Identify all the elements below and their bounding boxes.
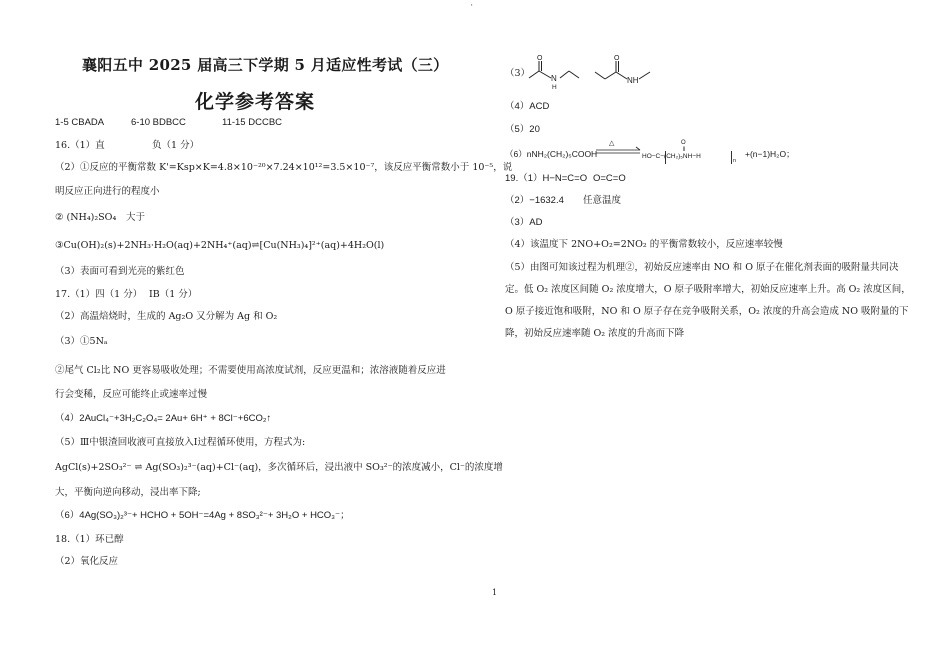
q17-line3: （3）①5Nₐ: [55, 336, 108, 347]
q17-line4: ②尾气 Cl₂比 NO 更容易吸收处理；不需要使用高浓度试剂，反应更温和；浓溶液随着反应进: [55, 365, 446, 376]
q16-line4-b: 大于: [126, 212, 146, 223]
q18-line6-product: +(n−1)H₂O；: [745, 149, 795, 159]
q18-line1: 18.（1）环已醇: [55, 534, 124, 545]
structure-1-hydrogen: H: [552, 84, 557, 91]
q17-line7: （5）Ⅲ中银渣回收液可直接放入Ⅰ过程循环使用，方程式为:: [55, 437, 306, 448]
polymer-double-bond: ‖: [683, 147, 686, 153]
q19-line2-a: （2）−1632.4: [505, 195, 564, 206]
polymer-subscript-n: n: [733, 158, 737, 164]
q19-line2-b: 任意温度: [583, 195, 622, 206]
q17-line6: （4）2AuCl₄⁻+3H₂C₂O₄= 2Au+ 6H⁺ + 8Cl⁻+6CO₂↑: [55, 413, 272, 424]
q19-line1-a: 19.（1）H−N=C=O: [505, 173, 588, 184]
q16-line1-a: 16.（1）直: [55, 140, 105, 151]
exam-title: 襄阳五中 2025 届高三下学期 5 月适应性考试（三）: [82, 56, 449, 74]
structure-1-oxygen: O: [537, 55, 543, 62]
q18-line2: （2）氧化反应: [55, 556, 119, 567]
catalyst-symbol: △: [609, 140, 615, 147]
q19-line8: 降，初始反应速率随 O₂ 浓度的升高而下降: [505, 328, 685, 339]
q18-line3: （3）: [505, 68, 531, 79]
structure-1-nitrogen: N: [551, 74, 557, 83]
q19-line4: （4）该温度下 2NO+O₂=2NO₂ 的平衡常数较小，反应速率较慢: [505, 239, 783, 250]
reaction-arrow: [594, 140, 642, 160]
q19-line5: （5）由图可知该过程为机理②，初始反应速率由 NO 和 O 原子在催化剂表面的吸附量共同决: [505, 262, 899, 273]
q17-line8: AgCl(s)+2SO₃²⁻ ⇌ Ag(SO₃)₂³⁻(aq)+Cl⁻(aq)，多次循环后，浸出液中 SO₃²⁻的浓度减小，Cl⁻的浓度增: [55, 462, 503, 473]
answer-title: 化学参考答案: [195, 91, 316, 113]
q17-line2: （2）高温焙烧时，生成的 Ag₂O 又分解为 Ag 和 O₂: [55, 311, 278, 322]
page-number: 1: [492, 588, 498, 597]
q18-line6-reactant: （6）nNH₂(CH₂)₅COOH: [505, 149, 598, 159]
q19-line3: （3）AD: [505, 217, 543, 228]
top-mark: ': [471, 4, 473, 11]
q18-line5: （5）20: [505, 124, 540, 135]
polymer-bracket-right: [731, 151, 732, 164]
q16-line6: （3）表面可看到光亮的紫红色: [55, 266, 185, 277]
structure-2: [595, 61, 650, 79]
polymer-structure: HO−C−(CH₂)₅NH−H: [642, 153, 701, 160]
q17-line5: 行会变稀，反应可能终止或速率过慢: [55, 389, 208, 400]
amide-structures-figure: [525, 50, 660, 92]
q17-line10: （6）4Ag(SO₃)₂³⁻+ HCHO + 5OH⁻=4Ag + 8SO₃²⁻+ 3H₂O + HCO₃⁻；: [55, 510, 350, 521]
q19-line7: O 原子接近饱和吸附，NO 和 O 原子存在竞争吸附关系，O₂ 浓度的升高会造成 NO 吸附量的下: [505, 306, 909, 317]
q19-line6: 定。低 O₂ 浓度区间随 O₂ 浓度增大，O 原子吸附率增大，初始反应速率上升。高 O₂ 浓度区间，: [505, 284, 911, 295]
structure-2-nh: NH: [627, 76, 639, 85]
structure-2-oxygen: O: [614, 55, 620, 62]
q16-line2: （2）①反应的平衡常数 K'=Ksp×K=4.8×10⁻²⁰×7.24×10¹²=3.5×10⁻⁷，该反应平衡常数小于 10⁻⁵，说: [55, 162, 513, 173]
mc-answers-11-15: 11-15 DCCBC: [222, 117, 283, 128]
q16-equation: ③Cu(OH)₂(s)+2NH₃·H₂O(aq)+2NH₄⁺(aq)⇌[Cu(NH₃)₄]²⁺(aq)+4H₂O(l): [55, 240, 385, 251]
mc-answers-1-5: 1-5 CBADA: [55, 117, 105, 128]
q16-line3: 明反应正向进行的程度小: [55, 186, 160, 197]
mc-answers-6-10: 6-10 BDBCC: [131, 117, 186, 128]
q17-line1-a: 17.（1）四（1 分）: [55, 289, 143, 300]
q19-co2-structure: O=C=O: [593, 173, 626, 184]
polymer-carbonyl-oxygen: O: [681, 140, 686, 146]
q17-line1-b: ⅠB（1 分）: [149, 289, 198, 300]
q18-line4: （4）ACD: [505, 101, 550, 112]
q16-line4-a: ② (NH₄)₂SO₄: [55, 212, 117, 223]
q17-line9: 大，平衡向逆向移动，浸出率下降;: [55, 487, 201, 498]
q16-line1-b: 负（1 分）: [152, 140, 200, 151]
